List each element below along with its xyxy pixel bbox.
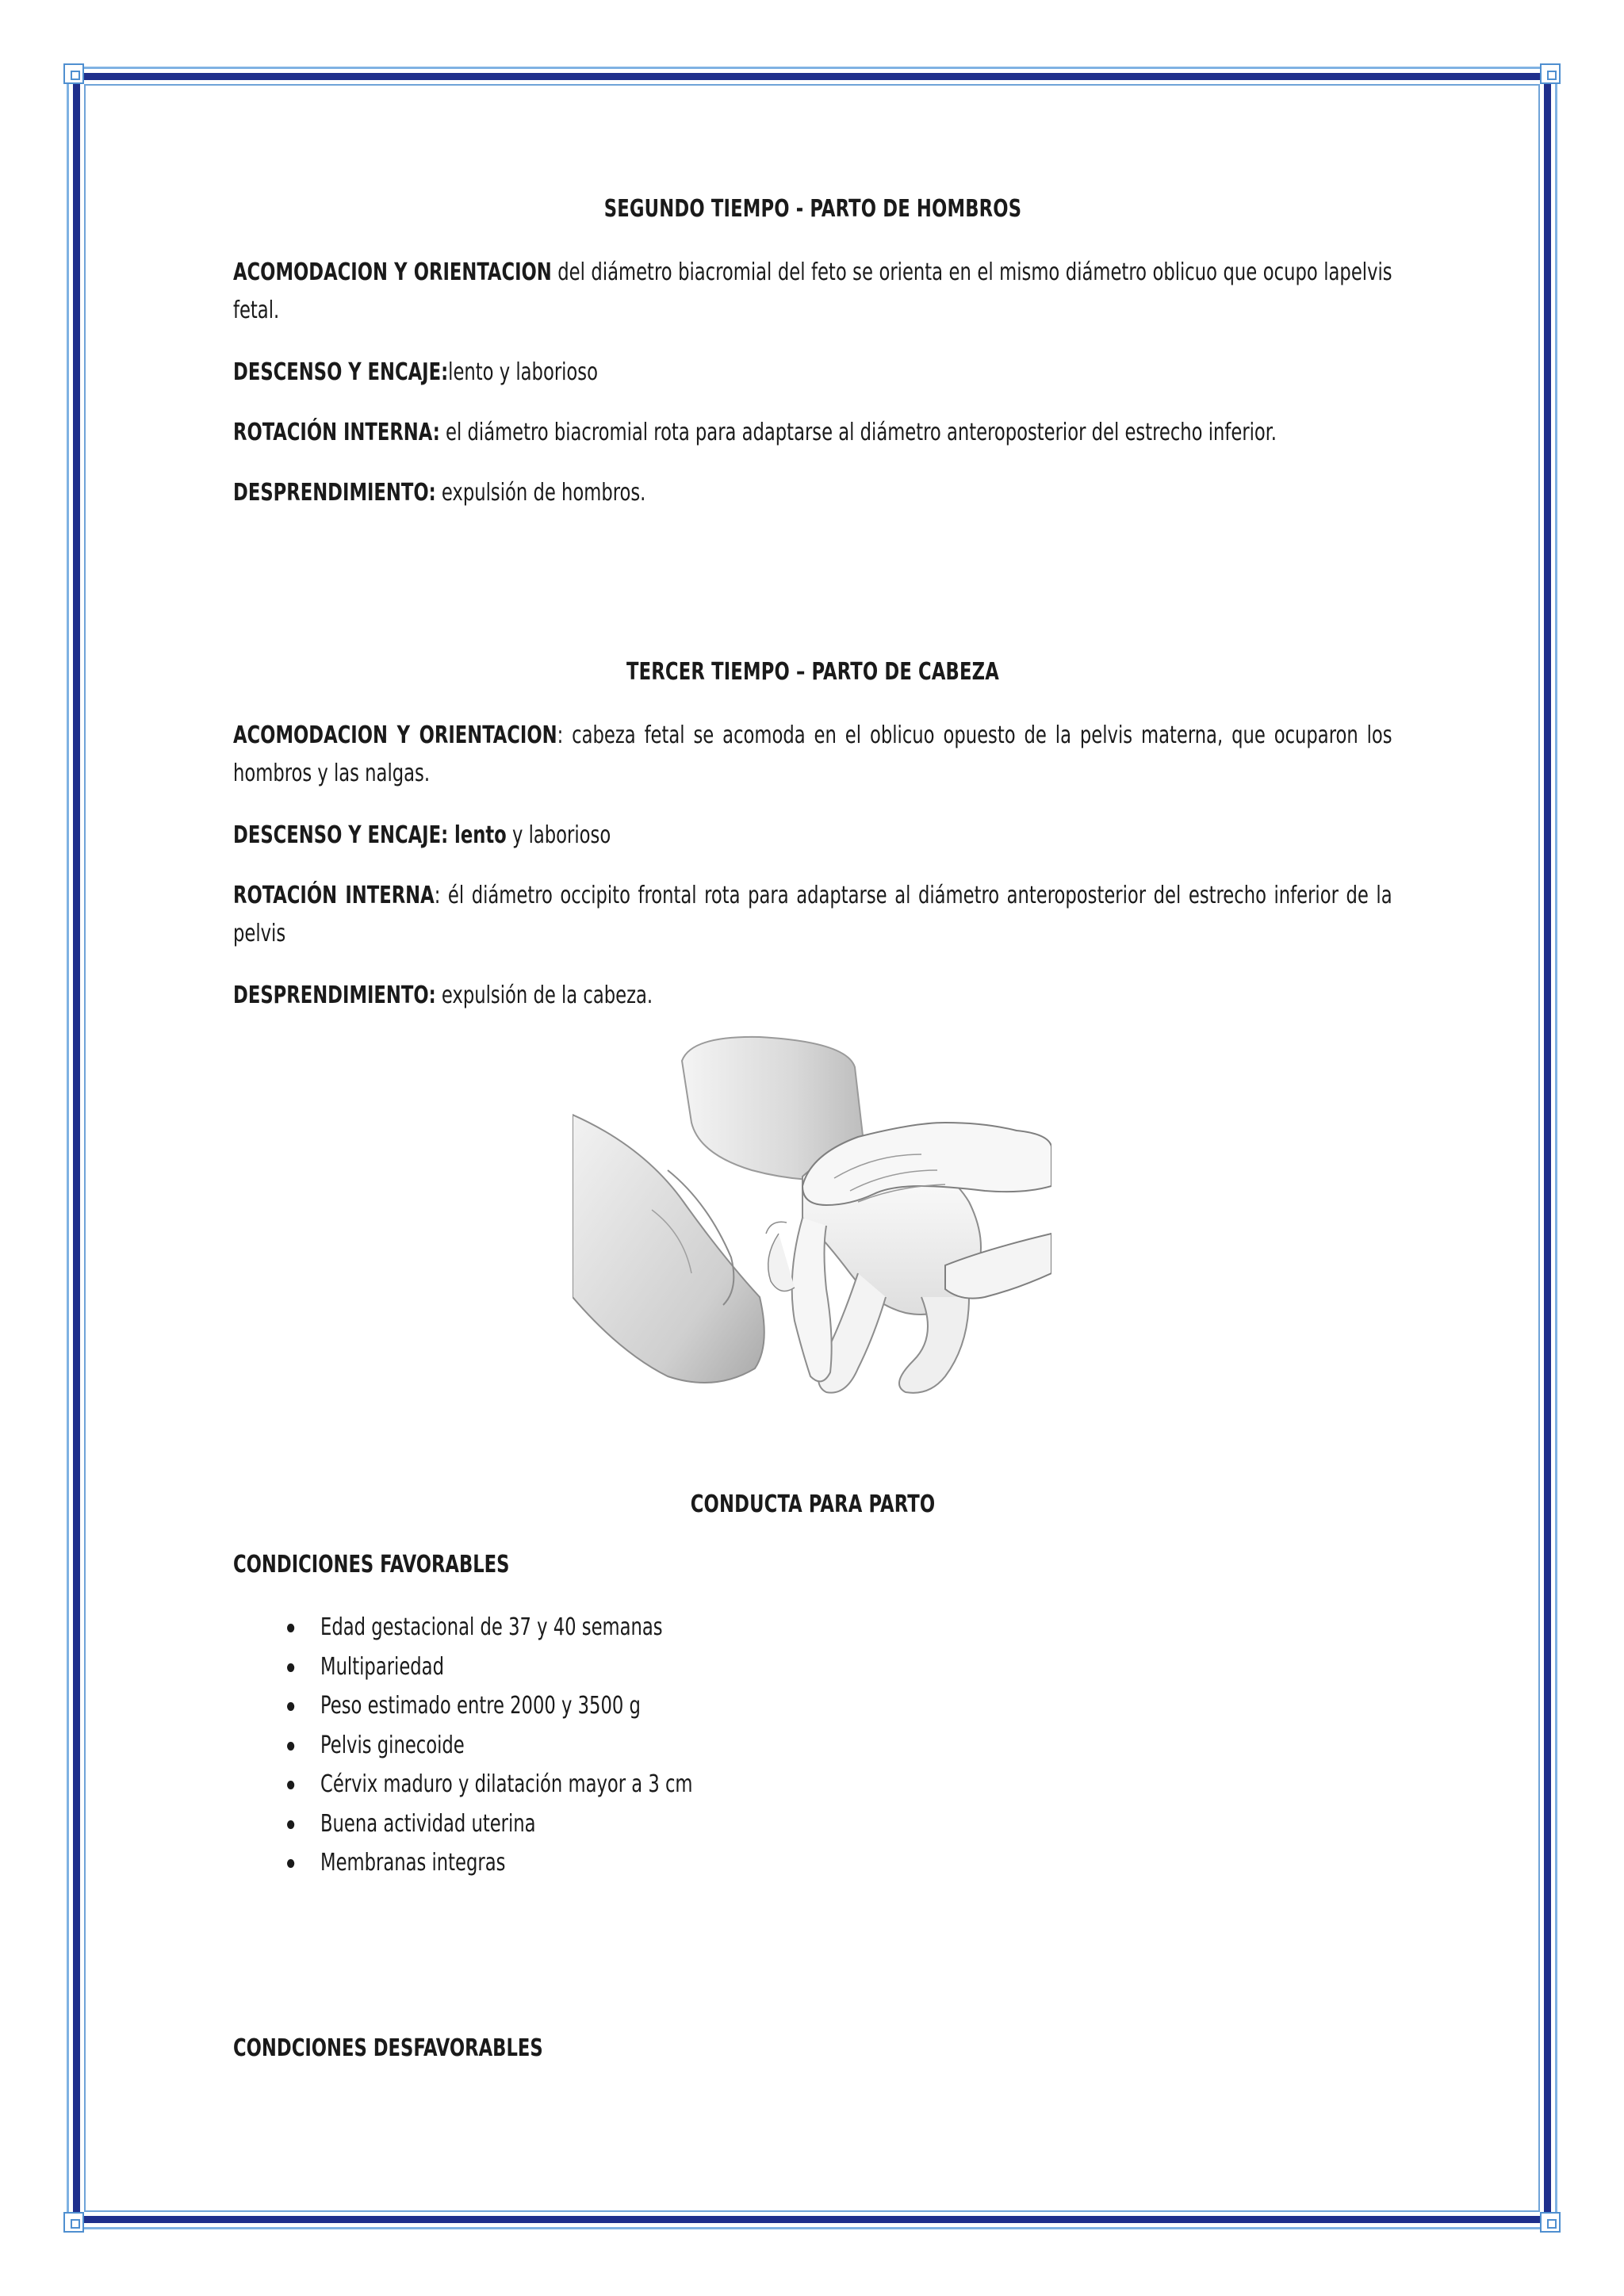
bullet-icon xyxy=(287,1820,294,1829)
bullet-icon xyxy=(287,1663,294,1672)
paragraph-rotacion-hombros xyxy=(233,414,1392,452)
subheading-condiciones-desfavorables: CONDCIONES DESFAVORABLES xyxy=(233,2034,543,2062)
section-heading-segundo-tiempo: SEGUNDO TIEMPO - PARTO DE HOMBROS xyxy=(603,195,1022,223)
paragraph-descenso-hombros xyxy=(233,354,1392,392)
corner-ornament-top-left xyxy=(63,63,84,84)
section-heading-tercer-tiempo: TERCER TIEMPO – PARTO DE CABEZA xyxy=(626,658,999,686)
paragraph-text: : cabeza fetal se acomoda en el oblicuo opuesto de la pelvis materna, que ocuparon los hombros y las nalgas. xyxy=(233,721,1392,787)
term-label: ACOMODACION Y ORIENTACION xyxy=(233,258,552,286)
list-item: Pelvis ginecoide xyxy=(287,1726,693,1766)
paragraph-descenso-cabeza xyxy=(233,817,1392,855)
bullet-icon xyxy=(287,1624,294,1632)
list-item: Buena actividad uterina xyxy=(287,1804,693,1844)
corner-ornament-bottom-right xyxy=(1540,2212,1561,2233)
subheading-condiciones-favorables: CONDICIONES FAVORABLES xyxy=(233,1551,510,1578)
term-label: ACOMODACION Y ORIENTACION xyxy=(233,721,557,749)
term-label: ROTACIÓN INTERNA: xyxy=(233,419,440,446)
term-label: DESCENSO Y ENCAJE: lento xyxy=(233,821,507,849)
paragraph-text: y laborioso xyxy=(506,821,611,849)
paragraph-text: expulsión de la cabeza. xyxy=(435,982,653,1009)
favorable-conditions-list xyxy=(287,1608,770,1883)
list-item: Cérvix maduro y dilatación mayor a 3 cm xyxy=(287,1765,693,1804)
term-label: ROTACIÓN INTERNA xyxy=(233,882,435,909)
list-item: Membranas integras xyxy=(287,1843,693,1883)
term-label: DESPRENDIMIENTO: xyxy=(233,479,436,507)
term-label: DESCENSO Y ENCAJE: xyxy=(233,358,449,386)
paragraph-desprendimiento-hombros xyxy=(233,474,1392,512)
paragraph-text: expulsión de hombros. xyxy=(435,479,646,507)
paragraph-acomodacion-cabeza xyxy=(233,717,1392,793)
bullet-icon xyxy=(287,1702,294,1711)
paragraph-desprendimiento-cabeza xyxy=(233,977,1392,1015)
corner-ornament-top-right xyxy=(1540,63,1561,84)
bullet-icon xyxy=(287,1781,294,1789)
list-item: Multipariedad xyxy=(287,1647,693,1687)
paragraph-text: del diámetro biacromial del feto se orienta en el mismo diámetro oblicuo que ocupo lapelvis fetal. xyxy=(233,258,1392,324)
list-item: Peso estimado entre 2000 y 3500 g xyxy=(287,1686,693,1726)
corner-ornament-bottom-left xyxy=(63,2212,84,2233)
paragraph-rotacion-cabeza xyxy=(233,877,1392,953)
section-heading-conducta: CONDUCTA PARA PARTO xyxy=(690,1490,936,1518)
bullet-icon xyxy=(287,1742,294,1751)
term-label: DESPRENDIMIENTO: xyxy=(233,982,436,1009)
list-item: Edad gestacional de 37 y 40 semanas xyxy=(287,1608,693,1647)
breech-delivery-illustration xyxy=(573,1035,1051,1403)
paragraph-text: : él diámetro occipito frontal rota para adaptarse al diámetro anteroposterior del estrecho inferior de la pelvis xyxy=(233,882,1392,947)
bullet-icon xyxy=(287,1859,294,1868)
paragraph-text: lento y laborioso xyxy=(448,358,598,386)
paragraph-text: el diámetro biacromial rota para adaptarse al diámetro anteroposterior del estrecho inferior. xyxy=(439,419,1277,446)
paragraph-acomodacion-hombros xyxy=(233,254,1392,330)
